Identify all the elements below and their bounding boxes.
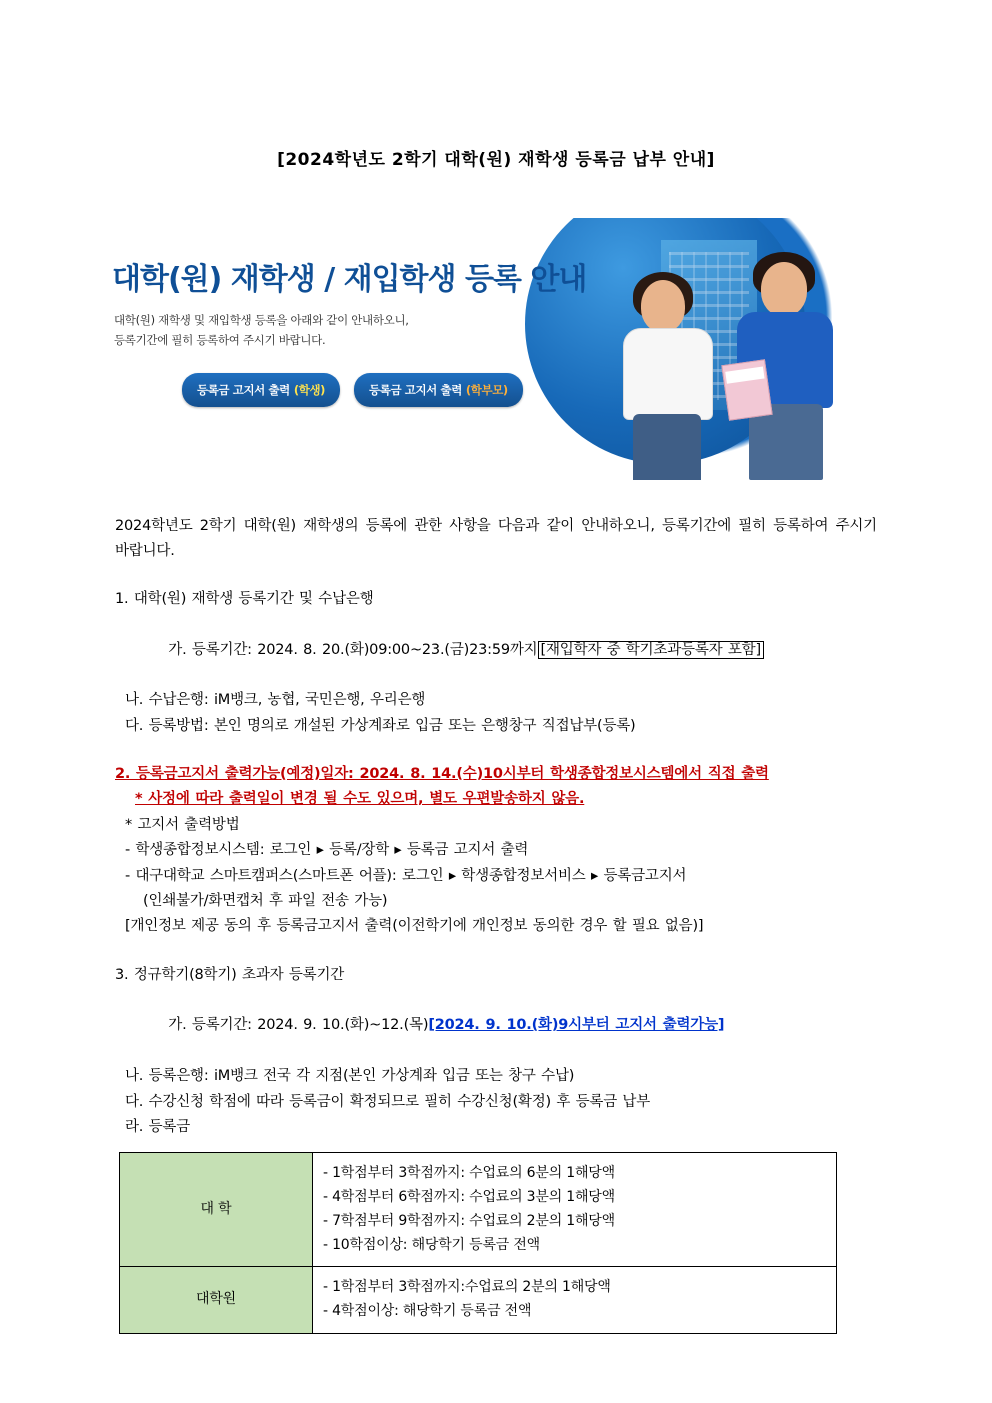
section-2-app-note: (인쇄불가/화면캡처 후 파일 전송 가능) (143, 892, 388, 909)
tuition-fee-table-body (120, 1153, 837, 1334)
section-3-item-b: 나. 등록은행: iM뱅크 전국 각 지점(본인 가상계좌 입금 또는 창구 수납) (125, 1068, 575, 1085)
section-2-title: 2. 등록금고지서 출력가능(예정)일자: 2024. 8. 14.(수)10시부터 학생종합정보시스템에서 직접 출력 (115, 766, 769, 782)
banner-subtext (114, 310, 409, 350)
banner-books-graphic (721, 359, 772, 421)
banner-subtext-line1: 대학(원) 재학생 및 재입학생 등록을 아래와 같이 안내하오니, (114, 313, 409, 327)
print-bill-student-button[interactable] (182, 373, 340, 407)
section-1-item-a (115, 612, 877, 688)
section-3-item-a (115, 988, 877, 1064)
intro-paragraph: 2024학년도 2학기 대학(원) 재학생의 등록에 관한 사항을 다음과 같이 안내하오니, 등록기간에 필히 등록하여 주시기 바랍니다. (115, 518, 877, 560)
banner-subtext-line2: 등록기간에 필히 등록하여 주시기 바랍니다. (114, 333, 326, 348)
section-3-item-a-highlight: [2024. 9. 10.(화)9시부터 고지서 출력가능] (428, 1017, 725, 1034)
fee-item: - 4학점부터 6학점까지: 수업료의 3분의 1해당액 (323, 1189, 615, 1206)
section-1-item-c: 다. 등록방법: 본인 명의로 개설된 가상계좌로 입금 또는 은행창구 직접납부(등록) (125, 717, 636, 734)
table-row (120, 1153, 837, 1267)
section-1 (115, 587, 877, 739)
table-row (120, 1267, 837, 1334)
section-2 (115, 762, 877, 940)
section-3 (115, 963, 877, 1141)
print-bill-student-badge: (학생) (293, 383, 326, 397)
page-title: [2024학년도 2학기 대학(원) 재학생 등록금 납부 안내] (277, 150, 715, 170)
document-body (115, 514, 877, 1334)
table-cell-desc-university (313, 1153, 837, 1267)
fee-item: - 1학점부터 3학점까지: 수업료의 6분의 1해당액 (323, 1165, 615, 1182)
banner-button-group (182, 373, 523, 407)
banner-background (112, 218, 877, 480)
fee-item: - 7학점부터 9학점까지: 수업료의 2분의 1해당액 (323, 1212, 615, 1229)
print-bill-parent-badge: (학부모) (465, 383, 508, 397)
section-2-note: * 사정에 따라 출력일이 변경 될 수도 있으며, 별도 우편발송하지 않음. (135, 791, 585, 808)
tuition-fee-table (119, 1152, 837, 1334)
table-cell-desc-graduate (313, 1267, 837, 1334)
print-bill-parent-label: 등록금 고지서 출력 (369, 383, 462, 397)
person-right-head (761, 262, 807, 316)
fee-item: - 10학점이상: 해당학기 등록금 전액 (323, 1236, 540, 1253)
print-bill-student-label: 등록금 고지서 출력 (197, 383, 290, 397)
section-3-item-a-text: 가. 등록기간: 2024. 9. 10.(화)~12.(목) (168, 1017, 429, 1034)
person-left-head (641, 280, 685, 332)
fee-item: - 4학점이상: 해당학기 등록금 전액 (323, 1303, 532, 1320)
table-cell-category-university: 대 학 (120, 1153, 313, 1267)
section-3-title: 3. 정규학기(8학기) 초과자 등록기간 (115, 966, 345, 983)
section-2-portal-path: - 학생종합정보시스템: 로그인 ▸ 등록/장학 ▸ 등록금 고지서 출력 (125, 842, 529, 859)
section-1-item-a-box: [재입학자 중 학기초과등록자 포함] (538, 641, 764, 659)
section-2-app-path: - 대구대학교 스마트캠퍼스(스마트폰 어플): 로그인 ▸ 학생종합정보서비스 ▸ 등록금고지서 (125, 867, 687, 884)
section-3-item-d: 라. 등록금 (125, 1118, 191, 1135)
banner-heading: 대학(원) 재학생 / 재입학생 등록 안내 (112, 262, 587, 297)
spacer-2 (115, 946, 877, 963)
banner-person-left (607, 280, 727, 480)
fee-item: - 1학점부터 3학점까지:수업료의 2분의 1해당액 (323, 1279, 611, 1296)
print-bill-parent-button[interactable] (354, 373, 523, 407)
registration-banner-image (112, 218, 877, 480)
section-3-item-c: 다. 수강신청 학점에 따라 등록금이 확정되므로 필히 수강신청(확정) 후 등록금 납부 (125, 1093, 651, 1110)
section-1-title: 1. 대학(원) 재학생 등록기간 및 수납은행 (115, 590, 374, 607)
section-1-item-b: 나. 수납은행: iM뱅크, 농협, 국민은행, 우리은행 (125, 692, 426, 709)
section-2-privacy-note: [개인정보 제공 동의 후 등록금고지서 출력(이전학기에 개인정보 동의한 경우 할 필요 없음)] (125, 918, 704, 935)
person-left-jeans (633, 414, 701, 480)
spacer-1 (115, 745, 877, 762)
table-cell-category-graduate: 대학원 (120, 1267, 313, 1334)
section-2-print-method-title: * 고지서 출력방법 (125, 816, 240, 833)
section-1-item-a-text: 가. 등록기간: 2024. 8. 20.(화)09:00~23.(금)23:59까지 (168, 641, 538, 658)
person-left-shirt (623, 328, 713, 420)
